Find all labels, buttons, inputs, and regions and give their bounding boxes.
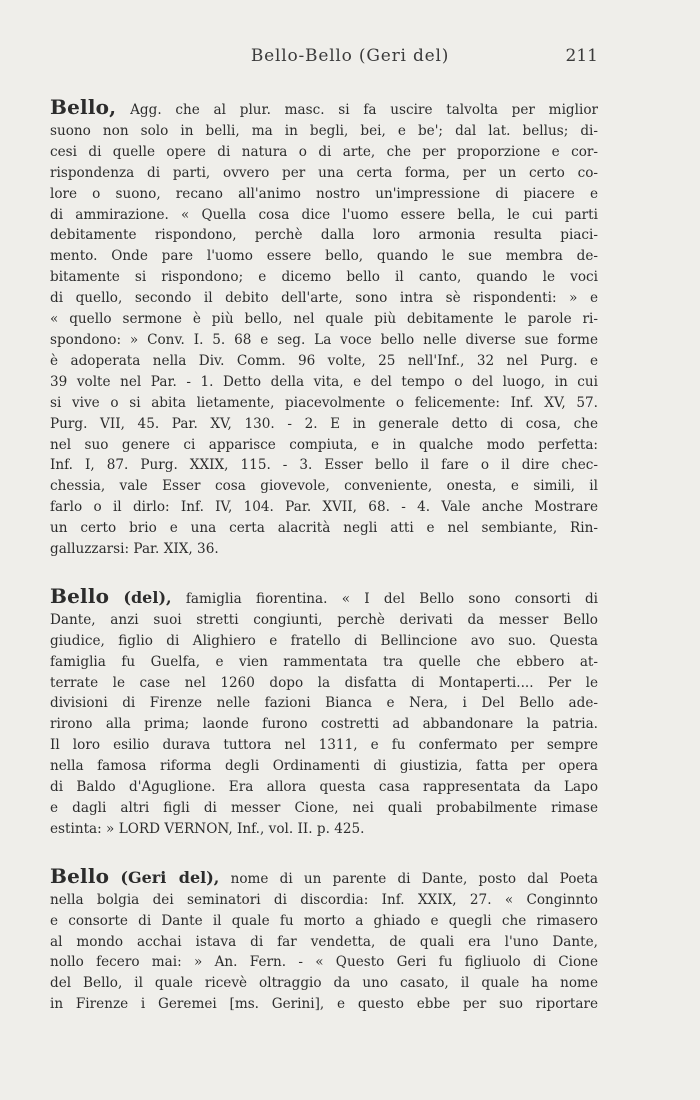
entry-line: famiglia fu Guelfa, e vien rammentata tra quelle che ebbero at- <box>50 653 598 670</box>
entry-line: Il loro esilio durava tuttora nel 1311, e fu confermato per sempre <box>50 737 598 754</box>
entry-line: bitamente si rispondono; e dicemo bello il canto, quando le voci <box>50 269 598 286</box>
entry-line: di ammirazione. « Quella cosa dice l'uomo essere bella, le cui parti <box>50 206 598 223</box>
entry-line: « quello sermone è più bello, nel quale più debitamente le parole ri- <box>50 311 598 328</box>
entry-line: chessia, vale Esser cosa giovevole, conveniente, onesta, e simili, il <box>50 478 598 495</box>
entry-line: si vive o si abita lietamente, piacevolmente o felicemente: Inf. XV, 57. <box>50 394 598 411</box>
entry-line: e consorte di Dante il quale fu morto a ghiado e quegli che rimasero <box>50 912 598 929</box>
entry-line: e dagli altri figli di messer Cione, nei quali probabilmente rimase <box>50 800 598 816</box>
entry-line: un certo brio e una certa alacrità negli atti e nel sembiante, Rin- <box>50 520 598 537</box>
dictionary-content <box>50 97 598 1015</box>
entry-line: divisioni di Firenze nelle fazioni Bianca e Nera, i Del Bello ade- <box>50 695 598 712</box>
entry-first-line <box>50 866 598 890</box>
entry-bello-adjective <box>50 97 598 560</box>
entry-first-line <box>50 97 598 121</box>
entry-line: rirono alla prima; laonde furono costretti ad abbandonare la patria. <box>50 716 598 733</box>
entry-line: rispondenza di parti, ovvero per una certa forma, per un certo co- <box>50 164 598 181</box>
headword-extra: (del), <box>123 587 172 607</box>
headword: Bello <box>50 865 110 888</box>
entry-line: del Bello, il quale ricevè oltraggio da uno casato, il quale ha nome <box>50 975 598 992</box>
entry-line: galluzzarsi: Par. XIX, 36. <box>50 541 219 558</box>
entry-line: di Baldo d'Aguglione. Era allora questa casa rappresentata da Lapo <box>50 779 598 796</box>
entry-bello-geri-del <box>50 866 598 1015</box>
entry-line: in Firenze i Geremei [ms. Gerini], e questo ebbe per suo riportare <box>50 996 598 1013</box>
entry-line: giudice, figlio di Alighiero e fratello di Bellincione avo suo. Questa <box>50 632 598 649</box>
entry-line: nel suo genere ci apparisce compiuta, e in qualche modo perfetta: <box>50 436 598 453</box>
entry-line: estinta: » LORD VERNON, Inf., vol. II. p. 425. <box>50 820 365 837</box>
entry-line: cesi di quelle opere di natura o di arte, che per proporzione e cor- <box>50 143 598 160</box>
entry-line: farlo o il dirlo: Inf. IV, 104. Par. XVII, 68. - 4. Vale anche Mostrare <box>50 499 598 516</box>
entry-line: debitamente rispondono, perchè dalla loro armonia resulta piaci- <box>50 227 598 244</box>
headword-extra: (Geri del), <box>120 867 220 887</box>
running-header <box>0 46 700 74</box>
entry-line: lore o suono, recano all'animo nostro un'impressione di piacere e <box>50 185 598 202</box>
entry-bello-del <box>50 586 598 840</box>
entry-line: nome di un parente di Dante, posto dal Poeta <box>230 870 598 887</box>
entry-line: 39 volte nel Par. - 1. Detto della vita, e del tempo o del luogo, in cui <box>50 373 598 390</box>
entry-line: nella famosa riforma degli Ordinamenti di giustizia, fatta per opera <box>50 758 598 775</box>
entry-line: al mondo acchai istava di far vendetta, de quali era l'uno Dante, <box>50 933 598 950</box>
entry-line: Purg. VII, 45. Par. XV, 130. - 2. E in generale detto di cosa, che <box>50 415 598 432</box>
entry-first-line <box>50 586 598 610</box>
entry-line: mento. Onde pare l'uomo essere bello, quando le sue membra de- <box>50 248 598 265</box>
entry-line: Inf. I, 87. Purg. XXIX, 115. - 3. Esser bello il fare o il dire chec- <box>50 457 598 474</box>
entry-line: terrate le case nel 1260 dopo la disfatta di Montaperti.... Per le <box>50 674 598 691</box>
entry-line: Dante, anzi suoi stretti congiunti, perchè derivati da messer Bello <box>50 611 598 628</box>
entry-line: suono non solo in belli, ma in begli, bei, e be'; dal lat. bellus; di- <box>50 122 598 139</box>
entry-line: Agg. che al plur. masc. si fa uscire talvolta per miglior <box>130 102 598 118</box>
running-title: Bello-Bello (Geri del) <box>250 46 450 66</box>
entry-line: nella bolgia dei seminatori di discordia: Inf. XXIX, 27. « Conginnto <box>50 891 598 908</box>
entry-line: spondono: » Conv. I. 5. 68 e seg. La voce bello nelle diverse sue forme <box>50 331 598 348</box>
entry-line: famiglia fiorentina. « I del Bello sono consorti di <box>185 590 598 607</box>
headword: Bello, <box>50 97 117 119</box>
headword: Bello <box>50 585 110 608</box>
entry-line: nollo fecero mai: » An. Fern. - « Questo Geri fu figliuolo di Cione <box>50 954 598 971</box>
entry-line: è adoperata nella Div. Comm. 96 volte, 25 nell'Inf., 32 nel Purg. e <box>50 352 598 369</box>
entry-line: di quello, secondo il debito dell'arte, sono intra sè rispondenti: » e <box>50 290 598 307</box>
page-number: 211 <box>565 46 598 66</box>
